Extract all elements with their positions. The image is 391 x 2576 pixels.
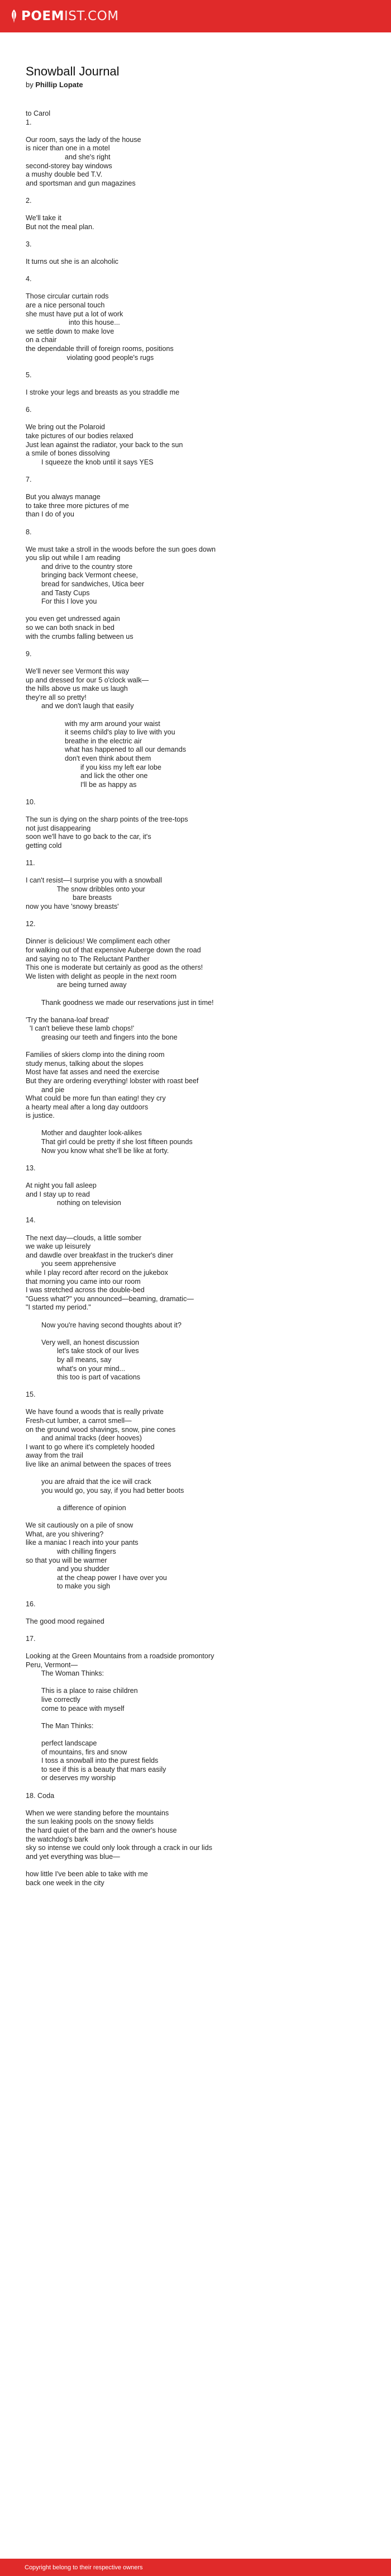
stanza-break xyxy=(26,1173,366,1182)
poem-line: we settle down to make love xyxy=(26,327,115,335)
poem-line: you are afraid that the ice will crack xyxy=(26,1478,151,1486)
poem-line: like a maniac I reach into your pants xyxy=(26,1539,139,1547)
poem-line: We bring out the Polaroid xyxy=(26,423,105,431)
poem-author[interactable]: Phillip Lopate xyxy=(35,80,83,89)
poem-line: the hard quiet of the barn and the owner's house xyxy=(26,1826,177,1834)
poem-line: with my arm around your waist xyxy=(26,719,160,728)
poem-line: are being turned away xyxy=(26,981,127,989)
poem-line: I squeeze the knob until it says YES xyxy=(26,458,154,466)
poem-line: you seem apprehensive xyxy=(26,1260,116,1268)
poem-line: while I play record after record on the jukebox xyxy=(26,1268,168,1277)
stanza-break xyxy=(26,658,366,667)
stanza-break xyxy=(26,1042,366,1051)
poem-line: second-storey bay windows xyxy=(26,162,112,170)
stanza-break xyxy=(26,206,366,215)
poem-line: study menus, talking about the slopes xyxy=(26,1059,144,1068)
site-footer xyxy=(0,2559,391,2576)
stanza-break xyxy=(26,1644,366,1653)
stanza-break xyxy=(26,606,366,615)
poem-line: 8. xyxy=(26,528,32,536)
stanza-break xyxy=(26,1007,366,1016)
stanza-break xyxy=(26,850,366,859)
poem-line: sky so intense we could only look through a crack in our lids xyxy=(26,1844,212,1852)
poem-line: Looking at the Green Mountains from a roadside promontory xyxy=(26,1652,214,1661)
stanza-break xyxy=(26,807,366,816)
poem-line: 'Try the banana-loaf bread' xyxy=(26,1016,109,1024)
poem-line: Dinner is delicious! We compliment each other xyxy=(26,937,170,946)
poem-line: or deserves my worship xyxy=(26,1774,116,1782)
stanza-break xyxy=(26,990,366,999)
poem-line: I'll be as happy as xyxy=(26,780,137,789)
poem-line: Just lean against the radiator, your back to the sun xyxy=(26,440,183,449)
poem-line: you would go, you say, if you had better boots xyxy=(26,1486,184,1495)
poem-line: don't even think about them xyxy=(26,754,151,762)
poem-line: this too is part of vacations xyxy=(26,1373,141,1382)
poem-line: is justice. xyxy=(26,1112,55,1120)
poem-line: what has happened to all our demands xyxy=(26,746,187,754)
poem-line: The snow dribbles onto your xyxy=(26,885,145,893)
poem-line: The Man Thinks: xyxy=(26,1721,94,1730)
stanza-break xyxy=(26,1713,366,1722)
stanza-break xyxy=(26,1225,366,1234)
poem-line: I was stretched across the double-bed xyxy=(26,1286,145,1294)
poem-line: But they are ordering everything! lobster with roast beef xyxy=(26,1076,199,1085)
poem-line: 18. Coda xyxy=(26,1791,55,1800)
stanza-break xyxy=(26,467,366,476)
stanza-break xyxy=(26,1330,366,1339)
stanza-break xyxy=(26,519,366,528)
stanza-break xyxy=(26,1783,366,1792)
poem-line: on a chair xyxy=(26,336,57,344)
poem-line: and pie xyxy=(26,1085,65,1094)
poem-line: bare breasts xyxy=(26,894,112,902)
poem-line: 10. xyxy=(26,798,36,806)
poem-line: Now you know what she'll be like at forty. xyxy=(26,1146,169,1155)
poem-line: But you always manage xyxy=(26,493,101,501)
stanza-break xyxy=(26,415,366,424)
poem-line: 13. xyxy=(26,1164,36,1172)
stanza-break xyxy=(26,537,366,545)
poem-line: with the crumbs falling between us xyxy=(26,632,133,641)
poem-line: greasing our teeth and fingers into the bone xyxy=(26,1033,178,1041)
stanza-break xyxy=(26,1312,366,1321)
poem-line: and we don't laugh that easily xyxy=(26,702,134,710)
poem-line: 16. xyxy=(26,1600,36,1608)
poem-line: "Guess what?" you announced—beaming, dramatic— xyxy=(26,1294,194,1303)
stanza-break xyxy=(26,1513,366,1522)
stanza-break xyxy=(26,1382,366,1391)
poem-line: Very well, an honest discussion xyxy=(26,1338,140,1346)
poem-line: a smile of bones dissolving xyxy=(26,449,110,458)
poem-line: it seems child's play to live with you xyxy=(26,728,175,737)
stanza-break xyxy=(26,1800,366,1809)
poem-line: and sportsman and gun magazines xyxy=(26,179,136,187)
poem-line: and you shudder xyxy=(26,1565,109,1573)
poem-line: What could be more fun than eating! they cry xyxy=(26,1094,166,1103)
poem-line: you even get undressed again xyxy=(26,615,120,623)
poem-line: into this house... xyxy=(26,319,120,327)
poem-line: 15. xyxy=(26,1391,36,1399)
copyright-notice: Copyright belong to their respective owners xyxy=(25,2564,143,2571)
poem-line: of mountains, firs and snow xyxy=(26,1748,127,1756)
poem-line: to make you sigh xyxy=(26,1582,111,1591)
poem-line: and drive to the country store xyxy=(26,562,133,571)
poem-line: 1. xyxy=(26,118,32,126)
poem-line: a hearty meal after a long day outdoors xyxy=(26,1103,149,1111)
poem-line: I stroke your legs and breasts as you straddle me xyxy=(26,388,180,396)
stanza-break xyxy=(26,868,366,877)
poem-line: 4. xyxy=(26,275,32,283)
poem-line: so that you will be warmer xyxy=(26,1556,107,1564)
poem-line: 3. xyxy=(26,240,32,248)
stanza-break xyxy=(26,1121,366,1130)
poem-line: 5. xyxy=(26,371,32,379)
poem-line: they're all so pretty! xyxy=(26,693,87,701)
brand-suffix: IST.COM xyxy=(64,9,119,23)
poem-line: 2. xyxy=(26,196,32,205)
poem-line: Most have fat asses and need the exercise xyxy=(26,1068,160,1076)
stanza-break xyxy=(26,912,366,921)
poem-line: to take three more pictures of me xyxy=(26,501,129,510)
poem-line: and saying no to The Reluctant Panther xyxy=(26,955,150,963)
stanza-break xyxy=(26,1609,366,1617)
poem-line: We'll take it xyxy=(26,214,61,222)
poem-container xyxy=(26,64,366,1887)
poem-line: We'll never see Vermont this way xyxy=(26,667,129,675)
stanza-break xyxy=(26,362,366,371)
poem-line: This one is moderate but certainly as good as the others! xyxy=(26,964,203,972)
stanza-break xyxy=(26,1591,366,1600)
poem-line: 7. xyxy=(26,475,32,483)
poem-line: up and dressed for our 5 o'clock walk— xyxy=(26,676,149,684)
poem-line: 9. xyxy=(26,649,32,658)
poem-line: come to peace with myself xyxy=(26,1704,125,1712)
poem-line: live like an animal between the spaces of trees xyxy=(26,1460,171,1469)
poem-line: perfect landscape xyxy=(26,1739,97,1748)
poem-line: We must take a stroll in the woods before the sun goes down xyxy=(26,545,216,553)
stanza-break xyxy=(26,929,366,938)
poem-line: 'I can't believe these lamb chops!' xyxy=(26,1024,135,1033)
poem-line: Our room, says the lady of the house xyxy=(26,135,141,144)
poem-line: bread for sandwiches, Utica beer xyxy=(26,580,145,589)
stanza-break xyxy=(26,379,366,388)
poem-line: Thank goodness we made our reservations just in time! xyxy=(26,998,214,1007)
stanza-break xyxy=(26,1155,366,1164)
stanza-break xyxy=(26,1678,366,1687)
poem-line: bringing back Vermont cheese, xyxy=(26,571,138,580)
poem-line: getting cold xyxy=(26,841,62,850)
poem-line: The good mood regained xyxy=(26,1617,104,1625)
poem-line: live correctly xyxy=(26,1696,80,1704)
quill-icon xyxy=(10,9,18,23)
poem-line: 17. xyxy=(26,1634,36,1643)
poem-line: to see if this is a beauty that mars easily xyxy=(26,1765,166,1773)
poem-line: I toss a snowball into the purest fields xyxy=(26,1757,159,1765)
stanza-break xyxy=(26,1861,366,1870)
poem-line: and Tasty Cups xyxy=(26,589,90,597)
poem-line: breathe in the electric air xyxy=(26,737,142,745)
poem-line: now you have 'snowy breasts' xyxy=(26,903,119,911)
poem-line: back one week in the city xyxy=(26,1878,104,1887)
poem-line: The sun is dying on the sharp points of the tree-tops xyxy=(26,815,188,824)
poem-line: The next day—clouds, a little somber xyxy=(26,1234,142,1242)
poem-title: Snowball Journal xyxy=(26,64,120,78)
poem-line: on the ground wood shavings, snow, pine cones xyxy=(26,1425,176,1434)
poem-line: a difference of opinion xyxy=(26,1504,126,1512)
poem-line: what's on your mind... xyxy=(26,1364,126,1373)
poem-line: the watchdog's bark xyxy=(26,1835,88,1843)
poem-line: Mother and daughter look-alikes xyxy=(26,1129,142,1137)
poem-line: This is a place to raise children xyxy=(26,1687,138,1695)
stanza-break xyxy=(26,789,366,798)
poem-line: by all means, say xyxy=(26,1355,112,1364)
poem-line: than I do of you xyxy=(26,510,74,519)
poem-line: the hills above us make us laugh xyxy=(26,685,128,693)
poem-line: with chilling fingers xyxy=(26,1547,116,1555)
poem-line: 14. xyxy=(26,1216,36,1225)
site-logo[interactable] xyxy=(10,8,119,25)
poem-line: take pictures of our bodies relaxed xyxy=(26,431,133,440)
poem-line: Families of skiers clomp into the dining room xyxy=(26,1051,165,1059)
stanza-break xyxy=(26,249,366,258)
poem-line: to Carol xyxy=(26,110,51,117)
stanza-break xyxy=(26,267,366,276)
poem-line: Now you're having second thoughts about it? xyxy=(26,1321,182,1329)
poem-line: 11. xyxy=(26,859,35,867)
poem-line: you slip out while I am reading xyxy=(26,554,121,562)
poem-line: the sun leaking pools on the snowy fields xyxy=(26,1818,154,1826)
poem-line: I can't resist—I surprise you with a snowball xyxy=(26,876,162,885)
stanza-break xyxy=(26,1626,366,1635)
byline-prefix: by xyxy=(26,80,36,89)
poem-line: 6. xyxy=(26,406,32,414)
poem-line: she must have put a lot of work xyxy=(26,310,123,318)
poem-line: At night you fall asleep xyxy=(26,1182,97,1190)
stanza-break xyxy=(26,485,366,494)
poem-line: and animal tracks (deer hooves) xyxy=(26,1434,142,1443)
stanza-break xyxy=(26,127,366,136)
stanza-break xyxy=(26,1469,366,1478)
stanza-break xyxy=(26,231,366,240)
poem-line: and lick the other one xyxy=(26,772,148,780)
poem-line: so we can both snack in bed xyxy=(26,624,115,632)
stanza-break xyxy=(26,1730,366,1739)
poem-line: That girl could be pretty if she lost fifteen pounds xyxy=(26,1138,193,1146)
poem-line: nothing on television xyxy=(26,1199,121,1207)
poem-line: a mushy double bed T.V. xyxy=(26,170,103,179)
poem-line: the dependable thrill of foreign rooms, positions xyxy=(26,345,174,353)
poem-line: for walking out of that expensive Auberge down the road xyxy=(26,946,201,954)
poem-line: and she's right xyxy=(26,153,111,161)
poem-line: We sit cautiously on a pile of snow xyxy=(26,1521,133,1530)
stanza-break xyxy=(26,1208,366,1217)
stanza-break xyxy=(26,1495,366,1504)
poem-line: Peru, Vermont— xyxy=(26,1661,78,1669)
poem-line: Fresh-cut lumber, a carrot smell— xyxy=(26,1417,132,1425)
poem-line: is nicer than one in a motel xyxy=(26,144,110,153)
poem-line: violating good people's rugs xyxy=(26,353,154,362)
poem-line: how little I've been able to take with me xyxy=(26,1870,148,1878)
poem-line: For this I love you xyxy=(26,597,97,606)
poem-line: away from the trail xyxy=(26,1451,83,1460)
poem-byline xyxy=(26,80,366,90)
poem-line: When we were standing before the mountains xyxy=(26,1809,169,1817)
poem-line: are a nice personal touch xyxy=(26,301,105,310)
stanza-break xyxy=(26,397,366,406)
stanza-break xyxy=(26,1400,366,1408)
poem-line: at the cheap power I have over you xyxy=(26,1573,167,1582)
poem-line: if you kiss my left ear lobe xyxy=(26,763,161,771)
poem-line: and yet everything was blue— xyxy=(26,1852,120,1861)
poem-line: Those circular curtain rods xyxy=(26,292,109,301)
poem-line: We have found a woods that is really private xyxy=(26,1408,164,1416)
poem-line: It turns out she is an alcoholic xyxy=(26,258,118,266)
poem-line: What, are you shivering? xyxy=(26,1530,104,1538)
poem-line: that morning you came into our room xyxy=(26,1277,141,1285)
poem-line: I want to go where it's completely hooded xyxy=(26,1443,155,1451)
poem-line: 12. xyxy=(26,920,36,928)
poem-body xyxy=(26,110,366,1887)
stanza-break xyxy=(26,711,366,720)
poem-line: let's take stock of our lives xyxy=(26,1347,139,1355)
poem-line: and I stay up to read xyxy=(26,1190,90,1198)
site-header xyxy=(0,0,391,32)
stanza-break xyxy=(26,284,366,293)
stanza-break xyxy=(26,641,366,650)
stanza-break xyxy=(26,188,366,197)
poem-line: But not the meal plan. xyxy=(26,222,94,231)
poem-line: not just disappearing xyxy=(26,824,91,832)
poem-line: soon we'll have to go back to the car, it's xyxy=(26,833,151,841)
poem-line: "I started my period." xyxy=(26,1303,91,1312)
poem-line: and dawdle over breakfast in the trucker's diner xyxy=(26,1251,174,1259)
poem-line: we wake up leisurely xyxy=(26,1242,91,1251)
brand-prefix: POEM xyxy=(21,9,65,23)
poem-line: We listen with delight as people in the next room xyxy=(26,972,177,980)
poem-line: The Woman Thinks: xyxy=(26,1669,104,1678)
